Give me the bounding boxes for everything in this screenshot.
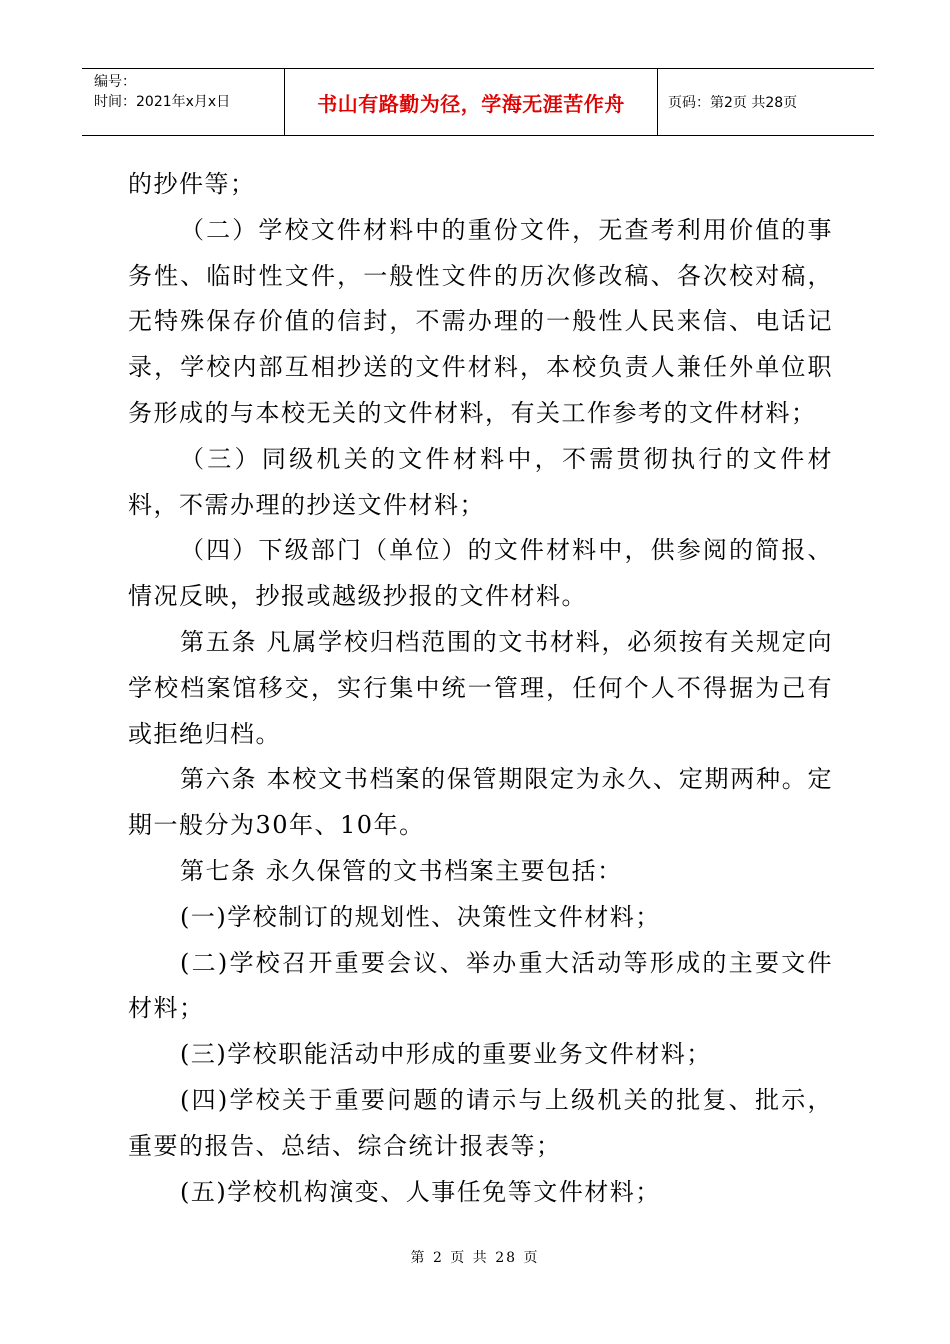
header-motto: 书山有路勤为径，学海无涯苦作舟 (285, 69, 658, 135)
paragraph: 第六条 本校文书档案的保管期限定为永久、定期两种。定期一般分为30年、10年。 (128, 765, 833, 840)
header-page-info: 页码：第2页 共28页 (668, 95, 798, 111)
paragraph: (五)学校机构演变、人事任免等文件材料； (180, 1177, 661, 1206)
paragraph: （二）学校文件材料中的重份文件，无查考利用价值的事务性、临时性文件，一般性文件的历次修改稿、各次校对稿，无特殊保存价值的信封，不需办理的一般性人民来信、电话记录，学校内部互相抄送的文件材料，本校负责人兼任外单位职务形成的与本校无关的文件材料，有关工作参考的文件材料； (128, 215, 833, 427)
document-body (128, 162, 833, 1215)
paragraph: （三）同级机关的文件材料中，不需贯彻执行的文件材料，不需办理的抄送文件材料； (128, 444, 833, 519)
document-date: 时间：2021年x月x日 (94, 94, 231, 110)
paragraph: (一)学校制订的规划性、决策性文件材料； (180, 902, 661, 931)
paragraph: (四)学校关于重要问题的请示与上级机关的批复、批示，重要的报告、总结、综合统计报表等； (128, 1085, 833, 1160)
paragraph: (二)学校召开重要会议、举办重大活动等形成的主要文件材料； (128, 948, 833, 1023)
header-meta (82, 69, 285, 135)
document-number-label: 编号： (94, 74, 136, 90)
paragraph: （四）下级部门（单位）的文件材料中，供参阅的简报、情况反映，抄报或越级抄报的文件材料。 (128, 536, 833, 611)
paragraph: (三)学校职能活动中形成的重要业务文件材料； (180, 1040, 712, 1069)
paragraph: 第五条 凡属学校归档范围的文书材料，必须按有关规定向学校档案馆移交，实行集中统一管理，任何个人不得据为己有或拒绝归档。 (128, 627, 833, 748)
page-header (82, 68, 874, 136)
paragraph: 第七条 永久保管的文书档案主要包括： (180, 856, 623, 885)
paragraph: 的抄件等； (128, 170, 256, 198)
page-footer: 第 2 页 共 28 页 (410, 1250, 540, 1266)
